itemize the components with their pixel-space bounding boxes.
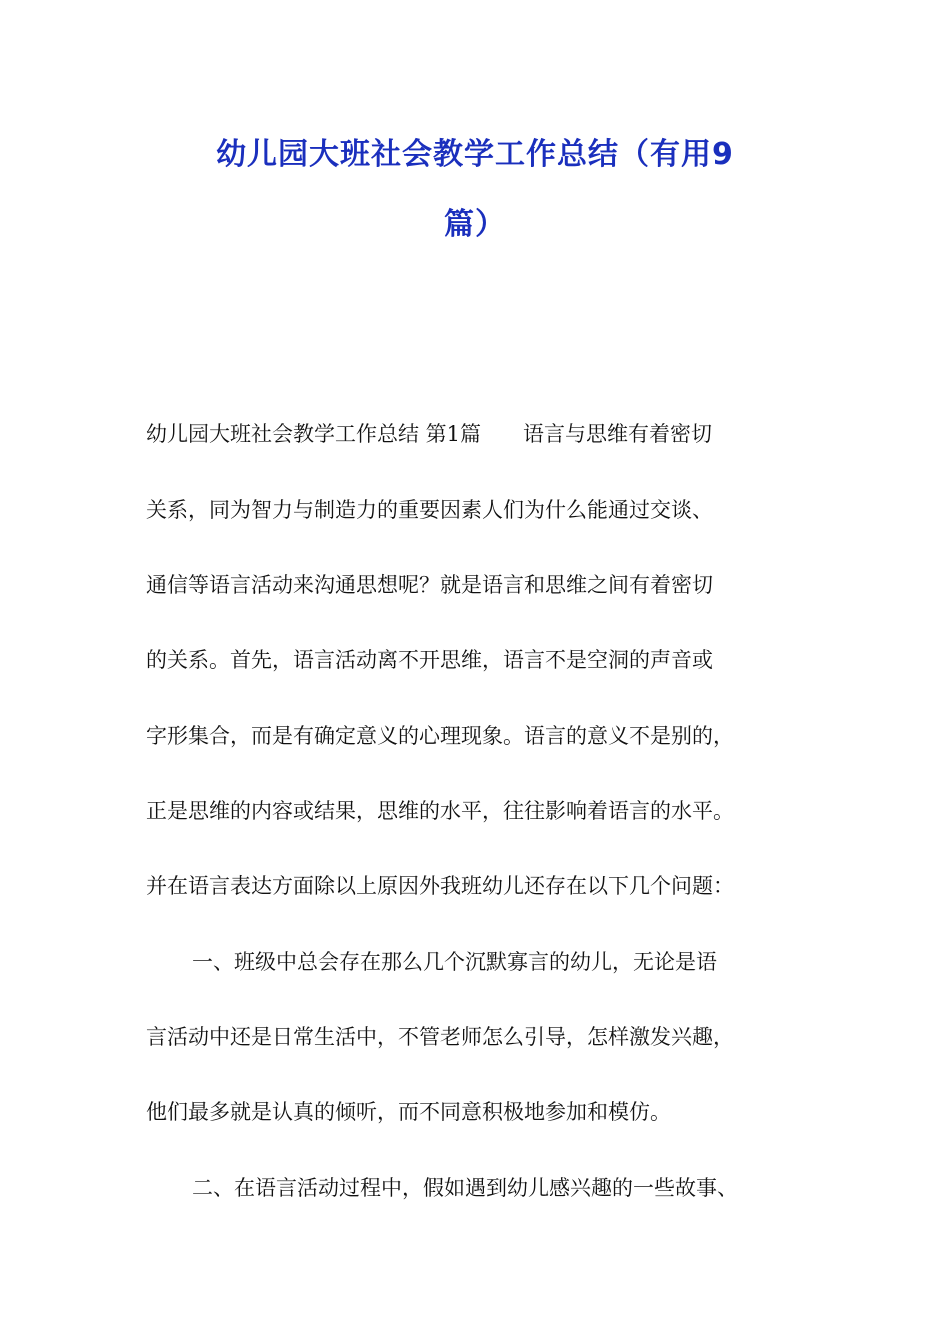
body-line: 幼儿园大班社会教学工作总结 第1篇 语言与思维有着密切 bbox=[146, 422, 713, 446]
body-line: 关系，同为智力与制造力的重要因素人们为什么能通过交谈、 bbox=[146, 498, 713, 522]
body-line: 言活动中还是日常生活中，不管老师怎么引导，怎样激发兴趣， bbox=[146, 1025, 734, 1049]
body-line: 字形集合，而是有确定意义的心理现象。语言的意义不是别的， bbox=[146, 724, 734, 748]
body-line: 正是思维的内容或结果，思维的水平，往往影响着语言的水平。 bbox=[146, 799, 734, 823]
body-line: 并在语言表达方面除以上原因外我班幼儿还存在以下几个问题： bbox=[146, 874, 734, 898]
body-line: 一、班级中总会存在那么几个沉默寡言的幼儿，无论是语 bbox=[192, 950, 717, 974]
document-title-line-2: 篇） bbox=[444, 207, 506, 242]
body-line: 他们最多就是认真的倾听，而不同意积极地参加和模仿。 bbox=[146, 1100, 671, 1124]
body-line: 通信等语言活动来沟通思想呢？就是语言和思维之间有着密切 bbox=[146, 573, 713, 597]
body-line: 的关系。首先，语言活动离不开思维，语言不是空洞的声音或 bbox=[146, 648, 713, 672]
document-title-line-1: 幼儿园大班社会教学工作总结（有用9 bbox=[216, 137, 734, 172]
body-line: 二、在语言活动过程中，假如遇到幼儿感兴趣的一些故事、 bbox=[192, 1176, 738, 1200]
